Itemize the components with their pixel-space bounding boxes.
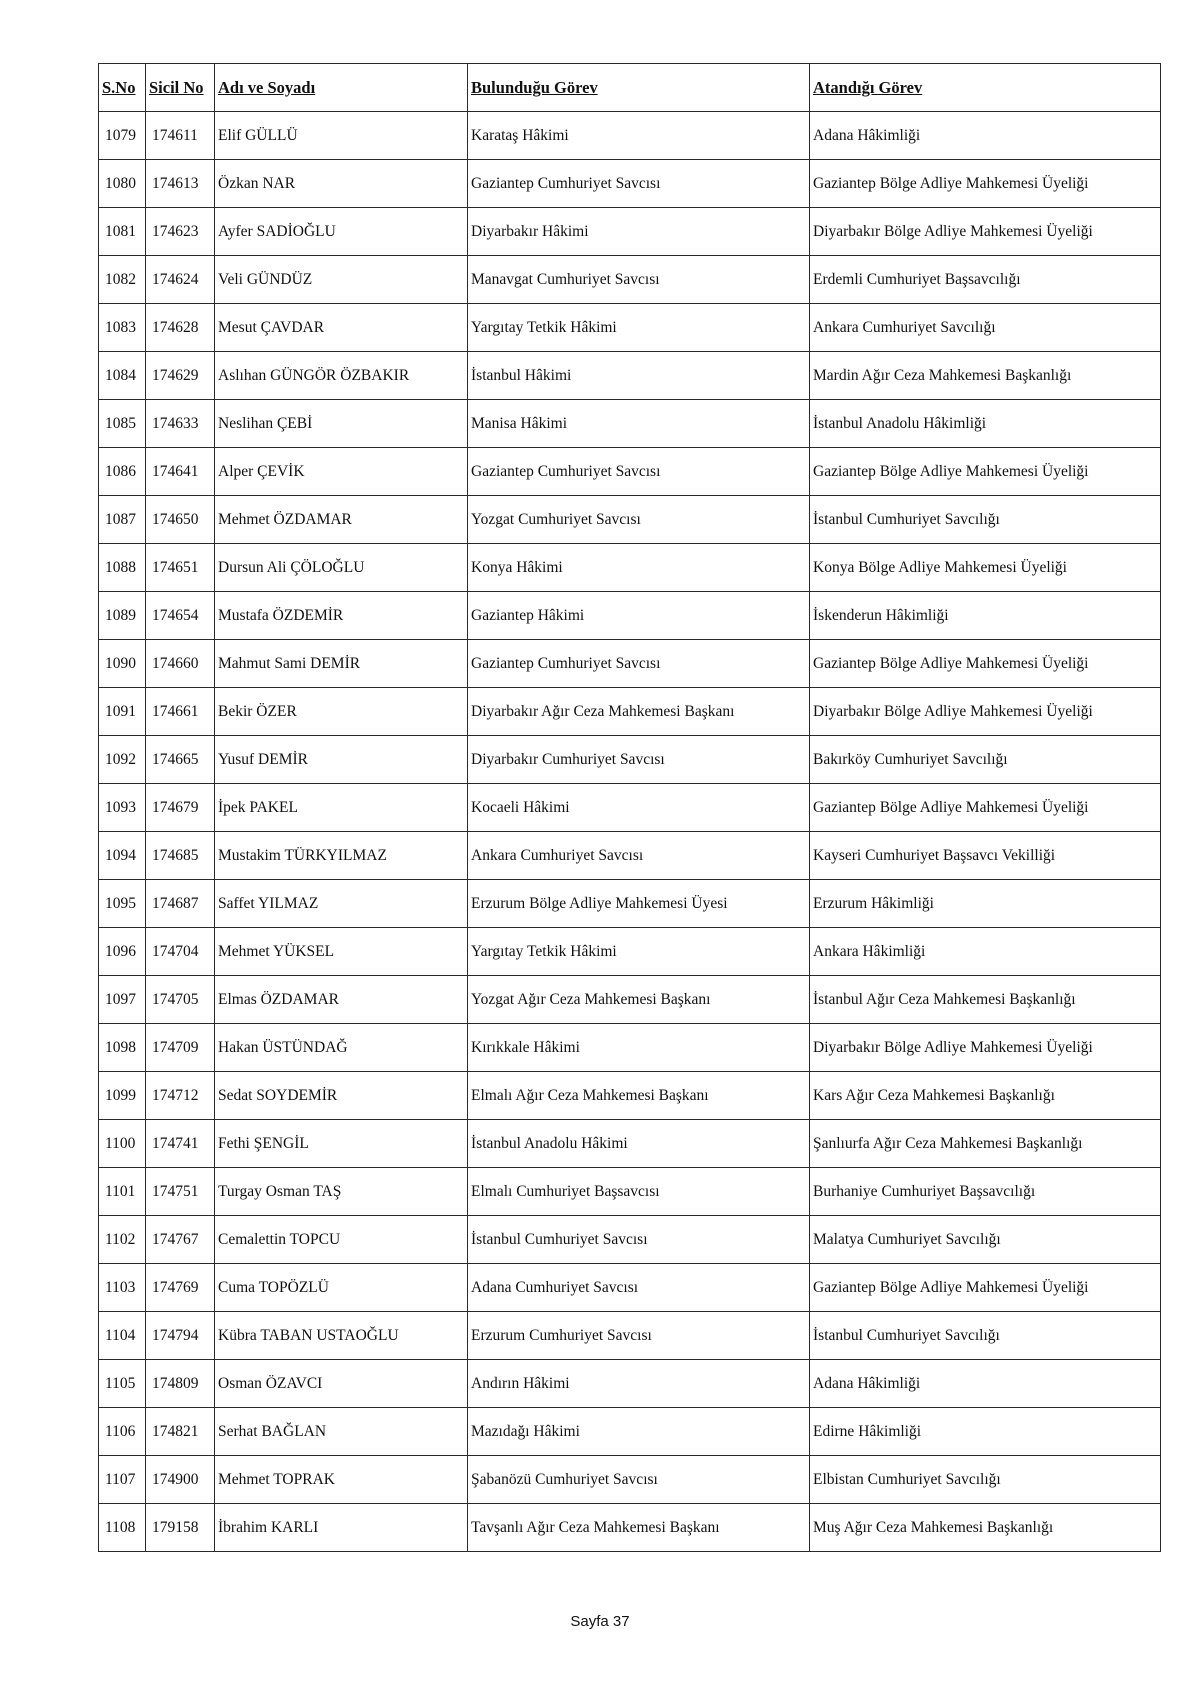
cell-sno: 1081 xyxy=(99,208,146,256)
table-row xyxy=(99,928,1161,976)
cell-appointed-post: Gaziantep Bölge Adliye Mahkemesi Üyeliği xyxy=(810,1264,1161,1312)
cell-appointed-post: Adana Hâkimliği xyxy=(810,112,1161,160)
cell-sno: 1087 xyxy=(99,496,146,544)
cell-sno: 1101 xyxy=(99,1168,146,1216)
cell-sicil-no: 174705 xyxy=(146,976,215,1024)
table-row xyxy=(99,1264,1161,1312)
cell-name: Osman ÖZAVCI xyxy=(215,1360,468,1408)
cell-name: Aslıhan GÜNGÖR ÖZBAKIR xyxy=(215,352,468,400)
cell-current-post: Kocaeli Hâkimi xyxy=(468,784,810,832)
cell-sno: 1082 xyxy=(99,256,146,304)
cell-sno: 1090 xyxy=(99,640,146,688)
cell-name: Neslihan ÇEBİ xyxy=(215,400,468,448)
cell-sno: 1098 xyxy=(99,1024,146,1072)
table-row xyxy=(99,1408,1161,1456)
header-sno: S.No xyxy=(99,64,146,112)
cell-sicil-no: 179158 xyxy=(146,1504,215,1552)
table-row xyxy=(99,736,1161,784)
cell-appointed-post: İstanbul Anadolu Hâkimliği xyxy=(810,400,1161,448)
cell-appointed-post: Elbistan Cumhuriyet Savcılığı xyxy=(810,1456,1161,1504)
cell-sno: 1093 xyxy=(99,784,146,832)
table-row xyxy=(99,1168,1161,1216)
cell-sicil-no: 174769 xyxy=(146,1264,215,1312)
cell-current-post: Şabanözü Cumhuriyet Savcısı xyxy=(468,1456,810,1504)
table-row xyxy=(99,448,1161,496)
cell-sno: 1097 xyxy=(99,976,146,1024)
table-row xyxy=(99,208,1161,256)
cell-name: Ayfer SADİOĞLU xyxy=(215,208,468,256)
cell-appointed-post: Diyarbakır Bölge Adliye Mahkemesi Üyeliği xyxy=(810,208,1161,256)
table-header-row xyxy=(99,64,1161,112)
cell-sno: 1080 xyxy=(99,160,146,208)
cell-sicil-no: 174821 xyxy=(146,1408,215,1456)
cell-name: Serhat BAĞLAN xyxy=(215,1408,468,1456)
cell-current-post: Erzurum Cumhuriyet Savcısı xyxy=(468,1312,810,1360)
cell-name: Yusuf DEMİR xyxy=(215,736,468,784)
cell-sicil-no: 174613 xyxy=(146,160,215,208)
cell-name: Mesut ÇAVDAR xyxy=(215,304,468,352)
cell-name: Sedat SOYDEMİR xyxy=(215,1072,468,1120)
cell-sno: 1083 xyxy=(99,304,146,352)
cell-current-post: Tavşanlı Ağır Ceza Mahkemesi Başkanı xyxy=(468,1504,810,1552)
cell-sicil-no: 174712 xyxy=(146,1072,215,1120)
cell-sno: 1091 xyxy=(99,688,146,736)
table-row xyxy=(99,112,1161,160)
cell-name: Cuma TOPÖZLÜ xyxy=(215,1264,468,1312)
cell-current-post: Diyarbakır Hâkimi xyxy=(468,208,810,256)
table-row xyxy=(99,160,1161,208)
table-row xyxy=(99,1456,1161,1504)
cell-current-post: Gaziantep Hâkimi xyxy=(468,592,810,640)
table-row xyxy=(99,832,1161,880)
cell-sicil-no: 174685 xyxy=(146,832,215,880)
cell-current-post: Diyarbakır Ağır Ceza Mahkemesi Başkanı xyxy=(468,688,810,736)
cell-sno: 1102 xyxy=(99,1216,146,1264)
cell-current-post: Manisa Hâkimi xyxy=(468,400,810,448)
cell-current-post: İstanbul Cumhuriyet Savcısı xyxy=(468,1216,810,1264)
cell-sno: 1107 xyxy=(99,1456,146,1504)
cell-sno: 1089 xyxy=(99,592,146,640)
cell-sno: 1103 xyxy=(99,1264,146,1312)
cell-sicil-no: 174654 xyxy=(146,592,215,640)
cell-name: Mahmut Sami DEMİR xyxy=(215,640,468,688)
cell-sicil-no: 174679 xyxy=(146,784,215,832)
table-row xyxy=(99,256,1161,304)
header-name: Adı ve Soyadı xyxy=(215,64,468,112)
cell-appointed-post: İskenderun Hâkimliği xyxy=(810,592,1161,640)
cell-sicil-no: 174633 xyxy=(146,400,215,448)
table-row xyxy=(99,880,1161,928)
header-current-post: Bulunduğu Görev xyxy=(468,64,810,112)
cell-appointed-post: Malatya Cumhuriyet Savcılığı xyxy=(810,1216,1161,1264)
table-row xyxy=(99,592,1161,640)
cell-current-post: Yozgat Cumhuriyet Savcısı xyxy=(468,496,810,544)
cell-name: Saffet YILMAZ xyxy=(215,880,468,928)
cell-appointed-post: Gaziantep Bölge Adliye Mahkemesi Üyeliği xyxy=(810,640,1161,688)
cell-sicil-no: 174741 xyxy=(146,1120,215,1168)
table-row xyxy=(99,1120,1161,1168)
cell-sno: 1084 xyxy=(99,352,146,400)
table-row xyxy=(99,496,1161,544)
cell-current-post: Mazıdağı Hâkimi xyxy=(468,1408,810,1456)
cell-current-post: Erzurum Bölge Adliye Mahkemesi Üyesi xyxy=(468,880,810,928)
cell-sno: 1088 xyxy=(99,544,146,592)
cell-sicil-no: 174704 xyxy=(146,928,215,976)
cell-sicil-no: 174623 xyxy=(146,208,215,256)
table-row xyxy=(99,1072,1161,1120)
table-row xyxy=(99,688,1161,736)
table-row xyxy=(99,1360,1161,1408)
cell-appointed-post: Muş Ağır Ceza Mahkemesi Başkanlığı xyxy=(810,1504,1161,1552)
cell-sicil-no: 174665 xyxy=(146,736,215,784)
cell-current-post: Yozgat Ağır Ceza Mahkemesi Başkanı xyxy=(468,976,810,1024)
cell-sicil-no: 174650 xyxy=(146,496,215,544)
cell-current-post: İstanbul Hâkimi xyxy=(468,352,810,400)
cell-appointed-post: Mardin Ağır Ceza Mahkemesi Başkanlığı xyxy=(810,352,1161,400)
cell-sno: 1106 xyxy=(99,1408,146,1456)
cell-appointed-post: İstanbul Cumhuriyet Savcılığı xyxy=(810,496,1161,544)
cell-name: Cemalettin TOPCU xyxy=(215,1216,468,1264)
cell-sno: 1108 xyxy=(99,1504,146,1552)
cell-sicil-no: 174629 xyxy=(146,352,215,400)
cell-current-post: Elmalı Ağır Ceza Mahkemesi Başkanı xyxy=(468,1072,810,1120)
cell-current-post: Manavgat Cumhuriyet Savcısı xyxy=(468,256,810,304)
cell-current-post: Kırıkkale Hâkimi xyxy=(468,1024,810,1072)
table-row xyxy=(99,352,1161,400)
header-appointed-post: Atandığı Görev xyxy=(810,64,1161,112)
cell-sno: 1095 xyxy=(99,880,146,928)
cell-appointed-post: Bakırköy Cumhuriyet Savcılığı xyxy=(810,736,1161,784)
cell-sicil-no: 174809 xyxy=(146,1360,215,1408)
table-row xyxy=(99,1504,1161,1552)
cell-appointed-post: Adana Hâkimliği xyxy=(810,1360,1161,1408)
cell-sno: 1085 xyxy=(99,400,146,448)
cell-current-post: Gaziantep Cumhuriyet Savcısı xyxy=(468,160,810,208)
appointments-table xyxy=(98,63,1161,1552)
cell-name: Mehmet TOPRAK xyxy=(215,1456,468,1504)
cell-name: Kübra TABAN USTAOĞLU xyxy=(215,1312,468,1360)
cell-name: Elif GÜLLÜ xyxy=(215,112,468,160)
cell-appointed-post: Şanlıurfa Ağır Ceza Mahkemesi Başkanlığı xyxy=(810,1120,1161,1168)
cell-sno: 1094 xyxy=(99,832,146,880)
table-row xyxy=(99,1216,1161,1264)
cell-sicil-no: 174687 xyxy=(146,880,215,928)
table-row xyxy=(99,784,1161,832)
cell-name: İbrahim KARLI xyxy=(215,1504,468,1552)
cell-appointed-post: İstanbul Ağır Ceza Mahkemesi Başkanlığı xyxy=(810,976,1161,1024)
cell-sno: 1104 xyxy=(99,1312,146,1360)
cell-current-post: Yargıtay Tetkik Hâkimi xyxy=(468,304,810,352)
table-row xyxy=(99,1024,1161,1072)
cell-current-post: Adana Cumhuriyet Savcısı xyxy=(468,1264,810,1312)
cell-sicil-no: 174751 xyxy=(146,1168,215,1216)
cell-sicil-no: 174624 xyxy=(146,256,215,304)
cell-sno: 1086 xyxy=(99,448,146,496)
cell-sno: 1096 xyxy=(99,928,146,976)
cell-name: Dursun Ali ÇÖLOĞLU xyxy=(215,544,468,592)
cell-appointed-post: Gaziantep Bölge Adliye Mahkemesi Üyeliği xyxy=(810,784,1161,832)
cell-appointed-post: Erdemli Cumhuriyet Başsavcılığı xyxy=(810,256,1161,304)
cell-appointed-post: Ankara Hâkimliği xyxy=(810,928,1161,976)
table-body xyxy=(99,112,1161,1552)
cell-sno: 1092 xyxy=(99,736,146,784)
table-row xyxy=(99,1312,1161,1360)
cell-sicil-no: 174641 xyxy=(146,448,215,496)
cell-current-post: Diyarbakır Cumhuriyet Savcısı xyxy=(468,736,810,784)
cell-appointed-post: İstanbul Cumhuriyet Savcılığı xyxy=(810,1312,1161,1360)
header-sicil-no: Sicil No xyxy=(146,64,215,112)
table-row xyxy=(99,976,1161,1024)
cell-name: Veli GÜNDÜZ xyxy=(215,256,468,304)
cell-appointed-post: Erzurum Hâkimliği xyxy=(810,880,1161,928)
table-row xyxy=(99,544,1161,592)
cell-name: Elmas ÖZDAMAR xyxy=(215,976,468,1024)
cell-name: Mustafa ÖZDEMİR xyxy=(215,592,468,640)
cell-sno: 1105 xyxy=(99,1360,146,1408)
cell-sicil-no: 174900 xyxy=(146,1456,215,1504)
table-row xyxy=(99,304,1161,352)
cell-sicil-no: 174611 xyxy=(146,112,215,160)
cell-current-post: Konya Hâkimi xyxy=(468,544,810,592)
cell-name: Turgay Osman TAŞ xyxy=(215,1168,468,1216)
cell-sicil-no: 174709 xyxy=(146,1024,215,1072)
cell-current-post: Yargıtay Tetkik Hâkimi xyxy=(468,928,810,976)
cell-name: Mehmet YÜKSEL xyxy=(215,928,468,976)
cell-current-post: Elmalı Cumhuriyet Başsavcısı xyxy=(468,1168,810,1216)
cell-name: Mustakim TÜRKYILMAZ xyxy=(215,832,468,880)
cell-appointed-post: Burhaniye Cumhuriyet Başsavcılığı xyxy=(810,1168,1161,1216)
cell-sicil-no: 174767 xyxy=(146,1216,215,1264)
cell-appointed-post: Edirne Hâkimliği xyxy=(810,1408,1161,1456)
cell-name: Mehmet ÖZDAMAR xyxy=(215,496,468,544)
cell-name: Fethi ŞENGİL xyxy=(215,1120,468,1168)
cell-name: Bekir ÖZER xyxy=(215,688,468,736)
cell-name: İpek PAKEL xyxy=(215,784,468,832)
cell-sno: 1100 xyxy=(99,1120,146,1168)
cell-sicil-no: 174661 xyxy=(146,688,215,736)
cell-current-post: İstanbul Anadolu Hâkimi xyxy=(468,1120,810,1168)
cell-appointed-post: Diyarbakır Bölge Adliye Mahkemesi Üyeliği xyxy=(810,1024,1161,1072)
cell-appointed-post: Diyarbakır Bölge Adliye Mahkemesi Üyeliği xyxy=(810,688,1161,736)
cell-appointed-post: Kayseri Cumhuriyet Başsavcı Vekilliği xyxy=(810,832,1161,880)
cell-name: Özkan NAR xyxy=(215,160,468,208)
table-row xyxy=(99,400,1161,448)
cell-sno: 1099 xyxy=(99,1072,146,1120)
cell-name: Alper ÇEVİK xyxy=(215,448,468,496)
cell-appointed-post: Gaziantep Bölge Adliye Mahkemesi Üyeliği xyxy=(810,160,1161,208)
table-row xyxy=(99,640,1161,688)
page-number: Sayfa 37 xyxy=(570,1613,630,1630)
cell-name: Hakan ÜSTÜNDAĞ xyxy=(215,1024,468,1072)
cell-appointed-post: Kars Ağır Ceza Mahkemesi Başkanlığı xyxy=(810,1072,1161,1120)
cell-current-post: Ankara Cumhuriyet Savcısı xyxy=(468,832,810,880)
cell-appointed-post: Gaziantep Bölge Adliye Mahkemesi Üyeliği xyxy=(810,448,1161,496)
cell-sicil-no: 174651 xyxy=(146,544,215,592)
cell-current-post: Andırın Hâkimi xyxy=(468,1360,810,1408)
cell-sicil-no: 174628 xyxy=(146,304,215,352)
cell-sicil-no: 174660 xyxy=(146,640,215,688)
cell-current-post: Gaziantep Cumhuriyet Savcısı xyxy=(468,448,810,496)
cell-sicil-no: 174794 xyxy=(146,1312,215,1360)
cell-sno: 1079 xyxy=(99,112,146,160)
cell-current-post: Karataş Hâkimi xyxy=(468,112,810,160)
cell-appointed-post: Ankara Cumhuriyet Savcılığı xyxy=(810,304,1161,352)
cell-appointed-post: Konya Bölge Adliye Mahkemesi Üyeliği xyxy=(810,544,1161,592)
cell-current-post: Gaziantep Cumhuriyet Savcısı xyxy=(468,640,810,688)
